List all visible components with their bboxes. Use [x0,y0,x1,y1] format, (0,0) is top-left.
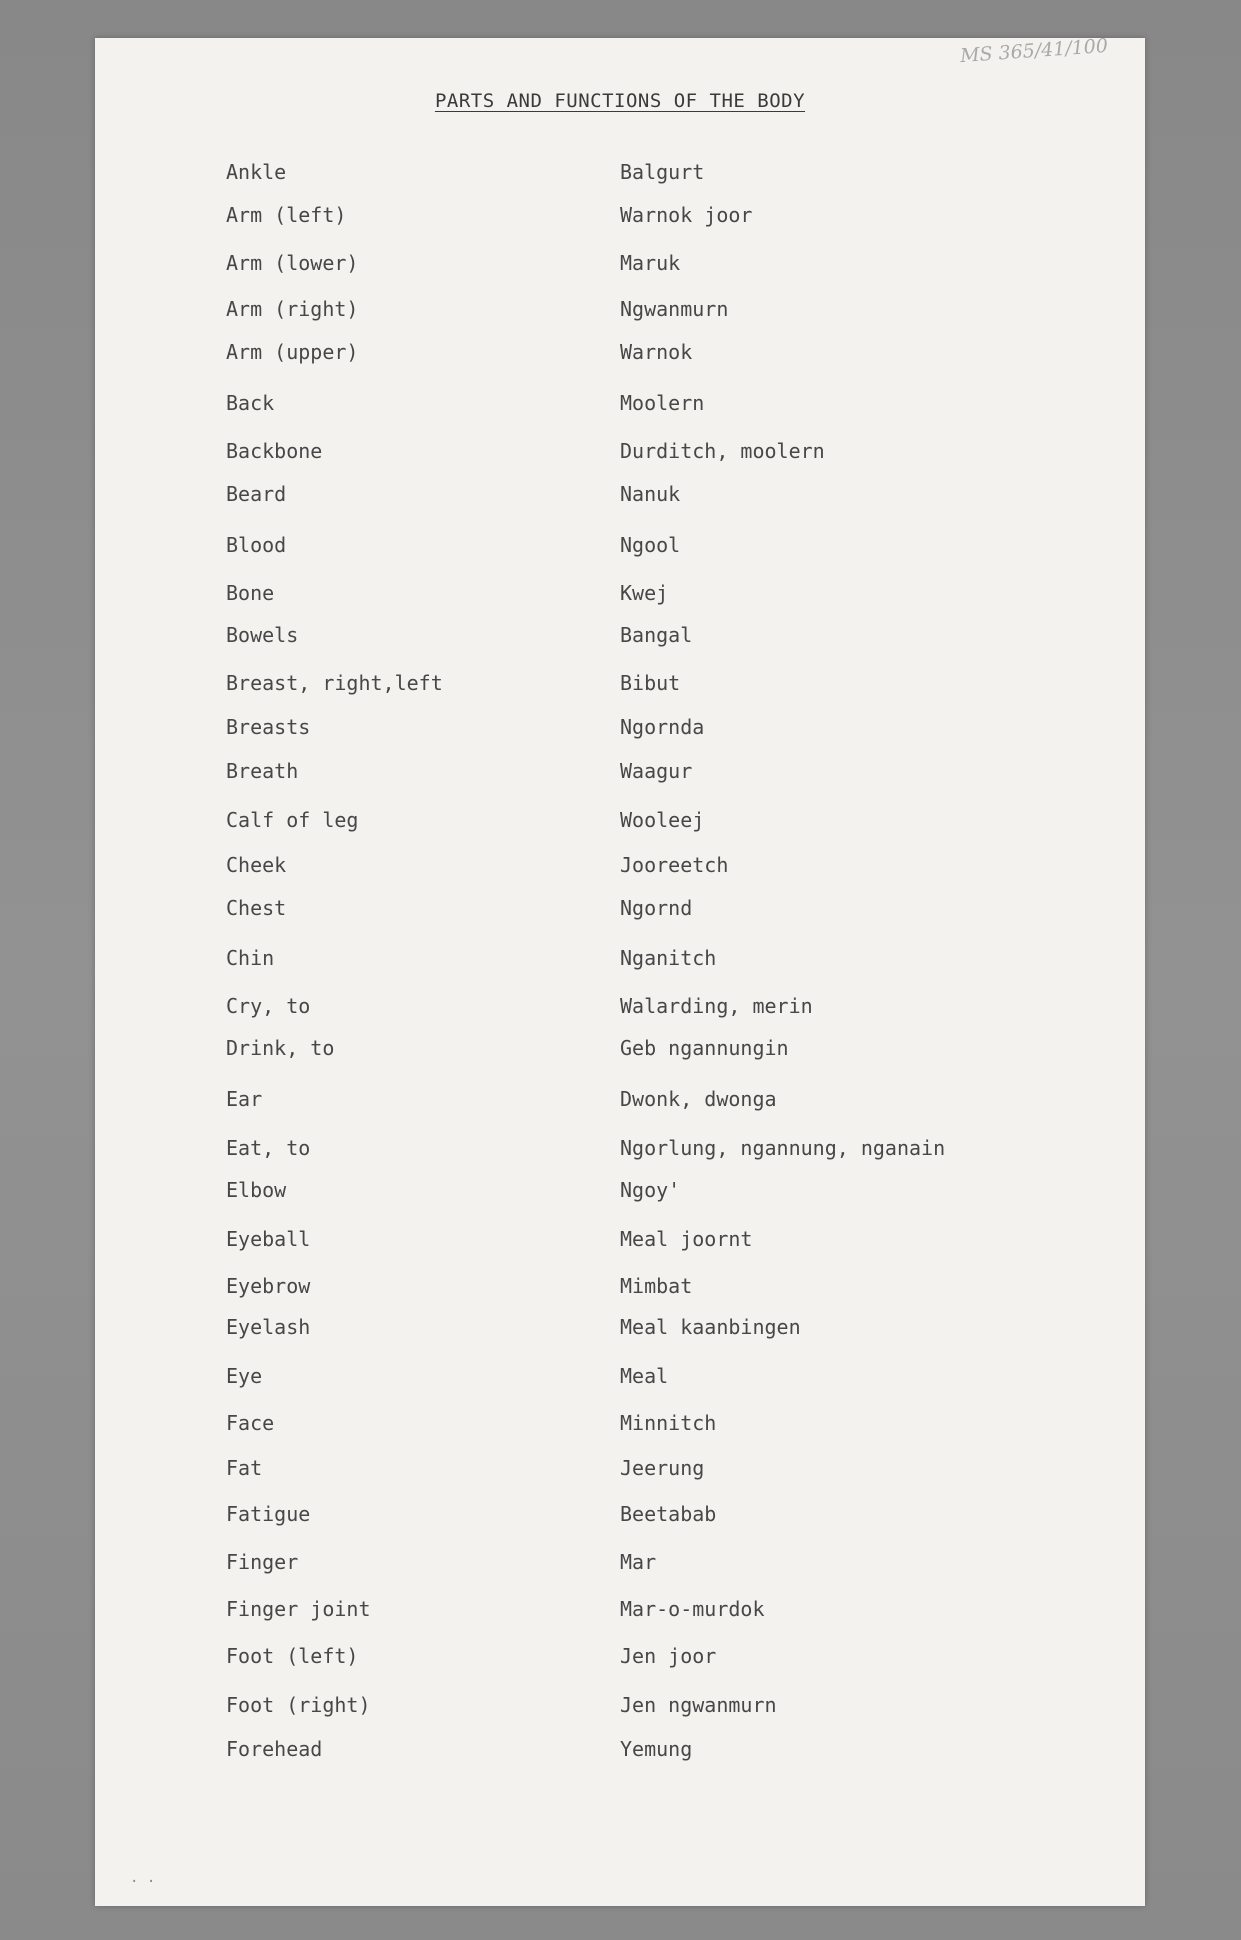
english-term: Fat [226,1456,263,1480]
english-term: Eyeball [226,1227,311,1251]
aboriginal-term: Jen ngwanmurn [620,1693,777,1717]
vocab-entry [95,759,1145,791]
english-term: Calf of leg [226,808,359,832]
vocab-entry [95,297,1145,329]
vocab-entry [95,1737,1145,1769]
english-term: Cheek [226,853,287,877]
aboriginal-term: Bibut [620,671,681,695]
vocab-entry [95,853,1145,885]
vocab-entry [95,1456,1145,1488]
english-term: Chest [226,896,287,920]
vocab-entry [95,533,1145,565]
aboriginal-term: Dwonk, dwonga [620,1087,777,1111]
english-term: Arm (right) [226,297,359,321]
vocab-entry [95,482,1145,514]
aboriginal-term: Moolern [620,391,705,415]
english-term: Fatigue [226,1502,311,1526]
vocab-entry [95,896,1145,928]
english-term: Foot (right) [226,1693,371,1717]
vocab-entry [95,1644,1145,1676]
aboriginal-term: Ngornd [620,896,693,920]
aboriginal-term: Nganitch [620,946,717,970]
aboriginal-term: Warnok joor [620,203,753,227]
aboriginal-term: Beetabab [620,1502,717,1526]
vocab-entry [95,1550,1145,1582]
english-term: Eyebrow [226,1274,311,1298]
english-term: Ankle [226,160,287,184]
vocab-entry [95,715,1145,747]
aboriginal-term: Geb ngannungin [620,1036,789,1060]
document-page [95,34,1145,1906]
vocab-entry [95,1178,1145,1210]
aboriginal-term: Meal kaanbingen [620,1315,801,1339]
vocab-entry [95,1036,1145,1068]
aboriginal-term: Walarding, merin [620,994,813,1018]
english-term: Eye [226,1364,263,1388]
english-term: Drink, to [226,1036,335,1060]
aboriginal-term: Balgurt [620,160,705,184]
english-term: Arm (lower) [226,251,359,275]
english-term: Bone [226,581,275,605]
english-term: Eat, to [226,1136,311,1160]
vocab-entry [95,1087,1145,1119]
vocab-entry [95,203,1145,235]
vocab-entry [95,1502,1145,1534]
aboriginal-term: Ngorlung, ngannung, nganain [620,1136,946,1160]
english-term: Blood [226,533,287,557]
aboriginal-term: Kwej [620,581,669,605]
english-term: Breasts [226,715,311,739]
scan-speck: · · [130,1874,156,1890]
archive-reference: MS 365/41/100 [959,34,1109,68]
aboriginal-term: Ngool [620,533,681,557]
english-term: Face [226,1411,275,1435]
english-term: Arm (left) [226,203,347,227]
aboriginal-term: Bangal [620,623,693,647]
vocab-entry [95,391,1145,423]
aboriginal-term: Yemung [620,1737,693,1761]
aboriginal-term: Mimbat [620,1274,693,1298]
english-term: Finger [226,1550,299,1574]
aboriginal-term: Jen joor [620,1644,717,1668]
english-term: Backbone [226,439,323,463]
english-term: Arm (upper) [226,340,359,364]
aboriginal-term: Meal [620,1364,669,1388]
english-term: Forehead [226,1737,323,1761]
aboriginal-term: Durditch, moolern [620,439,825,463]
vocab-entry [95,1315,1145,1347]
aboriginal-term: Ngoy' [620,1178,681,1202]
vocab-entry [95,160,1145,192]
aboriginal-term: Waagur [620,759,693,783]
vocab-entry [95,1227,1145,1259]
vocabulary-list [95,38,1145,1906]
vocab-entry [95,623,1145,655]
vocab-entry [95,994,1145,1026]
english-term: Elbow [226,1178,287,1202]
english-term: Foot (left) [226,1644,359,1668]
english-term: Finger joint [226,1597,371,1621]
aboriginal-term: Maruk [620,251,681,275]
aboriginal-term: Ngwanmurn [620,297,729,321]
vocab-entry [95,946,1145,978]
vocab-entry [95,1597,1145,1629]
vocab-entry [95,581,1145,613]
vocab-entry [95,1411,1145,1443]
vocab-entry [95,1364,1145,1396]
english-term: Beard [226,482,287,506]
vocab-entry [95,340,1145,372]
vocab-entry [95,1693,1145,1725]
aboriginal-term: Jeerung [620,1456,705,1480]
english-term: Ear [226,1087,263,1111]
aboriginal-term: Ngornda [620,715,705,739]
vocab-entry [95,808,1145,840]
english-term: Breath [226,759,299,783]
english-term: Bowels [226,623,299,647]
aboriginal-term: Mar-o-murdok [620,1597,765,1621]
aboriginal-term: Minnitch [620,1411,717,1435]
vocab-entry [95,1136,1145,1168]
english-term: Eyelash [226,1315,311,1339]
english-term: Back [226,391,275,415]
aboriginal-term: Warnok [620,340,693,364]
page-title: PARTS AND FUNCTIONS OF THE BODY [434,90,806,112]
vocab-entry [95,251,1145,283]
vocab-entry [95,439,1145,471]
aboriginal-term: Wooleej [620,808,705,832]
english-term: Chin [226,946,275,970]
aboriginal-term: Jooreetch [620,853,729,877]
vocab-entry [95,671,1145,703]
english-term: Breast, right,left [226,671,443,695]
aboriginal-term: Nanuk [620,482,681,506]
aboriginal-term: Mar [620,1550,657,1574]
vocab-entry [95,1274,1145,1306]
aboriginal-term: Meal joornt [620,1227,753,1251]
english-term: Cry, to [226,994,311,1018]
